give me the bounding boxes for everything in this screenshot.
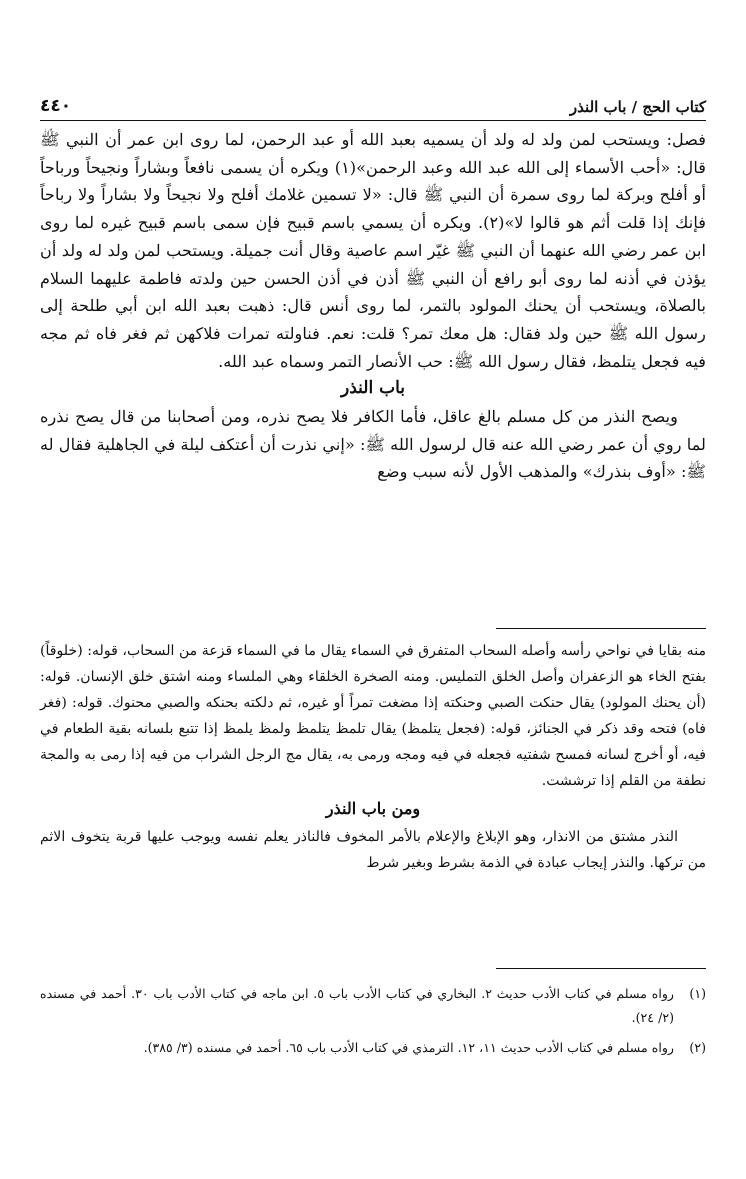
commentary-text (40, 638, 706, 876)
commentary-subheading: ومن باب النذر (325, 799, 421, 818)
footnotes (40, 982, 706, 1066)
footnote-item (40, 1036, 706, 1060)
running-title: كتاب الحج / باب النذر (569, 98, 706, 116)
commentary-paragraph-nadhr: النذر مشتق من الانذار، وهو الإبلاغ والإعلام بالأمر المخوف فالناذر يعلم نفسه ويوجب عليها قربة يتخوف الاثم من تركها. والنذر إيجاب عبادة في الذمة بشرط وبغير شرط (40, 829, 706, 871)
section-heading: باب النذر (341, 378, 405, 399)
footnote-text: رواه مسلم في كتاب الأدب حديث ٢. البخاري في كتاب الأدب باب ٥. ابن ماجه في كتاب الأدب باب ٣٠. أحمد في مسنده (٢/ ٢٤). (40, 986, 674, 1025)
page-header (40, 82, 706, 121)
commentary-paragraph-glossary: منه بقايا في نواحي رأسه وأصله السحاب المتفرق في السماء يقال ما في السماء قزعة من السحاب، قوله: (خلوقاً) بفتح الخاء هو الزعفران وأصل الخلق التمليس. ومنه الصخرة الخلقاء وهي الملساء ومنه اشتق خلق الإنسان. قوله: (أن يحنك المولود) يقال حنكت الصبي وحنكته إذا مضغت تمراً أو غيره، ثم دلكته بحنكه والصبي محنوك. قوله: (فغر فاه) فتحه وقد ذكر في الجنائز، قوله: (فجعل يتلمظ) يقال تلمظ يتلمظ ولمظ يلمظ إذا تتبع بلسانه بقية الطعام في فيه، أو أخرج لسانه فمسح شفتيه فجعله في فيه ومجه ورمى به، يقال مج الرجل الشراب من فيه إذا رمى به والمجة نطفة من القلم إذا ترششت. (40, 643, 706, 789)
footnote-divider (496, 968, 706, 969)
main-paragraph-naming: فصل: ويستحب لمن ولد له ولد أن يسميه بعبد الله أو عبد الرحمن، لما روى ابن عمر أن النبي ﷺ قال: «أحب الأسماء إلى الله عبد الله وعبد الرحمن»(١) ويكره أن يسمى نافعاً وبشاراً ونجيحاً ورباحاً أو أفلح وبركة لما روى سمرة أن النبي ﷺ قال: «لا تسمين غلامك أفلح ولا نجيحاً ولا بشاراً ولا رباحاً فإنك إذا قلت أثم هو قالوا لا»(٢). ويكره أن يسمي باسم قبيح فإن سمى باسم قبيح غيره لما روى ابن عمر رضي الله عنهما أن النبي ﷺ غيّر اسم عاصية وقال أنت جميلة. ويستحب لمن ولد له ولد أن يؤذن في أذنه لما روى أبو رافع أن النبي ﷺ أذن في أذن الحسن حين ولدته فاطمة عليهما السلام بالصلاة، ويستحب أن يحنك المولود بالتمر، لما روى أنس قال: ذهبت بعبد الله ابن أبي طلحة إلى رسول الله ﷺ حين ولد فقال: هل معك تمر؟ قلت: نعم. فناولته تمرات فلاكهن ثم فغر فاه ثم مجه فيه فجعل يتلمظ، فقال رسول الله ﷺ: حب الأنصار التمر وسماه عبد الله. (40, 130, 706, 371)
page-number: ٤٤٠ (40, 96, 72, 116)
footnote-number: (٢) (689, 1040, 706, 1055)
main-paragraph-nadhr: ويصح النذر من كل مسلم بالغ عاقل، فأما الكافر فلا يصح نذره، ومن أصحابنا من قال يصح نذره لما روي أن عمر رضي الله عنه قال لرسول الله ﷺ: «إني نذرت أن أعتكف ليلة في الجاهلية فقال له ﷺ: «أوف بنذرك» والمذهب الأول لأنه سبب وضع (40, 407, 706, 482)
main-text (40, 126, 706, 486)
footnote-item (40, 982, 706, 1030)
footnote-number: (١) (689, 986, 706, 1001)
commentary-divider (496, 628, 706, 629)
footnote-text: رواه مسلم في كتاب الأدب حديث ١١، ١٢. الترمذي في كتاب الأدب باب ٦٥. أحمد في مسنده (٣/ ٣٨٥). (143, 1040, 674, 1055)
